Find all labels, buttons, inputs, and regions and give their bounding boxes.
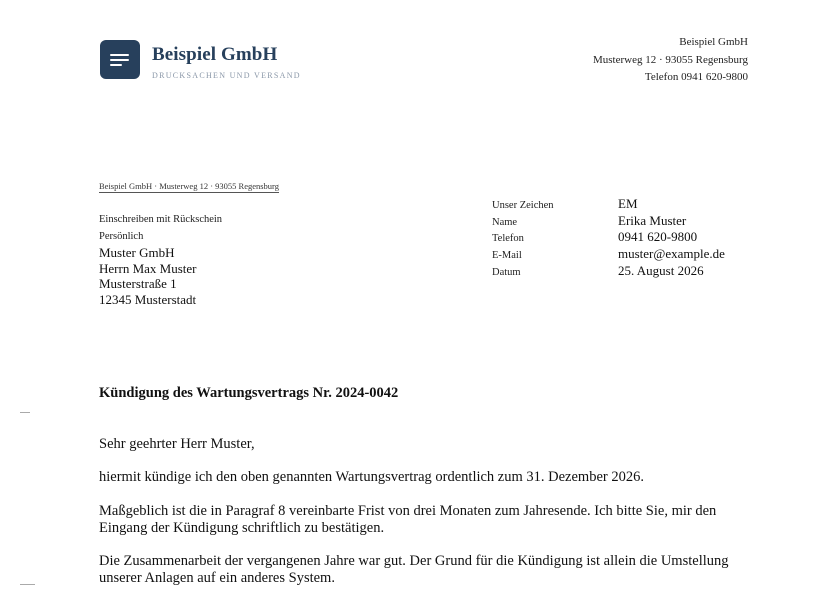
letter-paragraph: Maßgeblich ist die in Paragraf 8 vereinbarte Frist von drei Monaten zum Jahresende. Ich bitte Sie, mir den Eingang der Kündigung schriftlich zu bestätigen. [99, 503, 717, 536]
delivery-note: Einschreiben mit Rückschein [99, 214, 223, 225]
personal-note: Persönlich [99, 230, 144, 242]
sender-block [593, 34, 748, 87]
return-address: Beispiel GmbH · Musterweg 12 · 93055 Regensburg [99, 181, 279, 191]
letter-paragraph: Die Zusammenarbeit der vergangenen Jahre war gut. Der Grund für die Kündigung ist allein die Umstellung unserer Anlagen auf ein anderes System. [99, 553, 729, 586]
info-label: Datum [492, 266, 521, 278]
info-label: Name [492, 216, 518, 228]
letter-paragraph: hiermit kündige ich den oben genannten Wartungsvertrag ordentlich zum 31. Dezember 2026. [99, 469, 644, 485]
sender-phone: Telefon 0941 620-9800 [644, 71, 748, 83]
info-value: 25. August 2026 [618, 262, 704, 278]
letter-salutation: Sehr geehrter Herr Muster, [99, 436, 255, 452]
info-row [492, 263, 725, 280]
document-lines-icon [100, 40, 140, 79]
info-row [492, 213, 725, 230]
info-value: Erika Muster [618, 212, 687, 228]
punch-mark [20, 584, 35, 585]
company-name: Beispiel GmbH [152, 44, 278, 65]
info-value: muster@example.de [618, 246, 725, 262]
info-block [492, 196, 725, 279]
sender-name: Beispiel GmbH [679, 36, 748, 48]
company-tagline: DRUCKSACHEN UND VERSAND [152, 71, 301, 80]
info-row [492, 196, 725, 213]
letter-subject: Kündigung des Wartungsvertrags Nr. 2024-0042 [99, 385, 399, 401]
recipient-notes [99, 212, 222, 245]
recipient-line: Musterstraße 1 [99, 276, 177, 291]
info-label: Telefon [492, 233, 524, 245]
info-row [492, 229, 725, 246]
recipient-line: Herrn Max Muster [99, 260, 197, 276]
sender-address: Musterweg 12 · 93055 Regensburg [593, 53, 748, 66]
info-row [492, 246, 725, 263]
recipient-address [99, 245, 196, 307]
recipient-line: 12345 Musterstadt [99, 291, 197, 307]
fold-mark [20, 412, 30, 413]
recipient-line: Muster GmbH [99, 245, 175, 260]
info-label: Unser Zeichen [492, 200, 554, 211]
info-label: E-Mail [492, 250, 522, 262]
info-value: EM [618, 196, 638, 211]
info-value: 0941 620-9800 [618, 229, 698, 245]
